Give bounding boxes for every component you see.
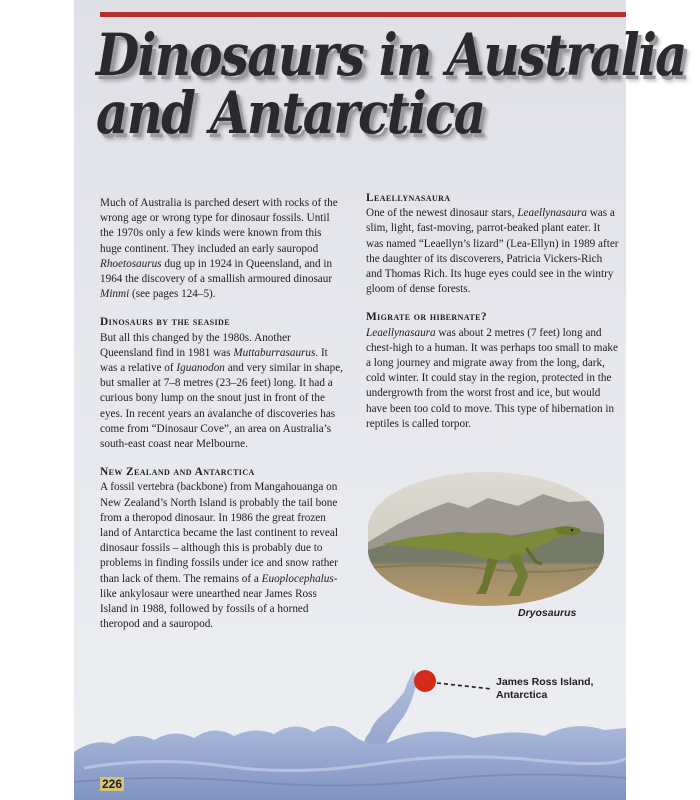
title-line-1: Dinosaurs in Australia [96,21,686,89]
title-line-2: and Antarctica [96,79,485,147]
antarctica-map [74,640,626,800]
map-location-label [496,676,626,702]
seaside-paragraph: But all this changed by the 1980s. Another Queensland find in 1981 was Muttaburrasaurus. It was a relative of Iguanodon and very similar in shape, but smaller at 7–8 metres (23–26 feet) long. It had a curious bony lump on the snout just in front of the eyes. In recent years an avalanche of discoveries has come from “Dinosaur Cove”, an area on Australia’s south-east coast near Melbourne. [100,331,343,451]
leaellynasaura-section [366,191,620,297]
dryosaurus-scene [368,472,604,606]
location-marker [414,670,436,692]
migrate-section [366,310,620,432]
right-column [366,191,620,445]
left-column [100,196,346,645]
newzealand-section [100,465,346,632]
leaellynasaura-paragraph: One of the newest dinosaur stars, Leaellynasaura was a slim, light, fast-moving, parrot-beaked plant eater. It was named “Leaellyn’s lizard” (Lea-Ellyn) in 1989 after the daughter of its discoverers, Patricia Vickers-Rich and Thomas Rich. Its huge eyes could see in the wintry gloom of dense forests. [366,207,619,296]
page-title [96,21,686,147]
leaellynasaura-heading: Leaellynasaura [366,192,451,204]
newzealand-heading: New Zealand and Antarctica [100,466,255,479]
migrate-heading: Migrate or hibernate? [366,311,487,324]
map-label-line-2: Antarctica [496,689,548,701]
photo-caption: Dryosaurus [518,607,577,619]
seaside-section [100,315,346,452]
migrate-paragraph: Leaellynasaura was about 2 metres (7 feet) long and chest-high to a human. It was perhaps too small to make a long journey and migrate away from the long, dark, cold winter. It could stay in the region, protected in the undergrowth from the worst frost and ice, but would have been too cold to move. This type of hibernation in reptiles is called torpor. [366,326,618,430]
top-red-rule [100,12,626,17]
page-number: 226 [102,777,123,791]
intro-paragraph: Much of Australia is parched desert with rocks of the wrong age or wrong type for dinosaur fossils. Until the 1970s only a few kinds were known from this huge continent. They included an early sauropod Rhoetosaurus dug up in 1924 in Queensland, and in 1964 the discovery of a smallish armoured dinosaur Minmi (see pages 124–5). [100,197,338,301]
dryosaurus-illustration [368,472,604,606]
seaside-heading: Dinosaurs by the seaside [100,316,230,329]
intro-section [100,196,346,302]
newzealand-paragraph: A fossil vertebra (backbone) from Mangahouanga on New Zealand’s North Island is probably the tail bone from a theropod dinosaur. In 1986 the great frozen land of Antarctica became the last continent to reveal dinosaur fossils – although this is probably due to problems in finding fossils under ice and snow rather than lack of them. The remains of a Euoplocephalus-like ankylosaur were unearthed near James Ross Island in 1988, followed by fossils of a horned theropod and a sauropod. [100,481,338,631]
marker-leader-line [437,683,492,689]
map-label-line-1: James Ross Island, [496,676,594,688]
